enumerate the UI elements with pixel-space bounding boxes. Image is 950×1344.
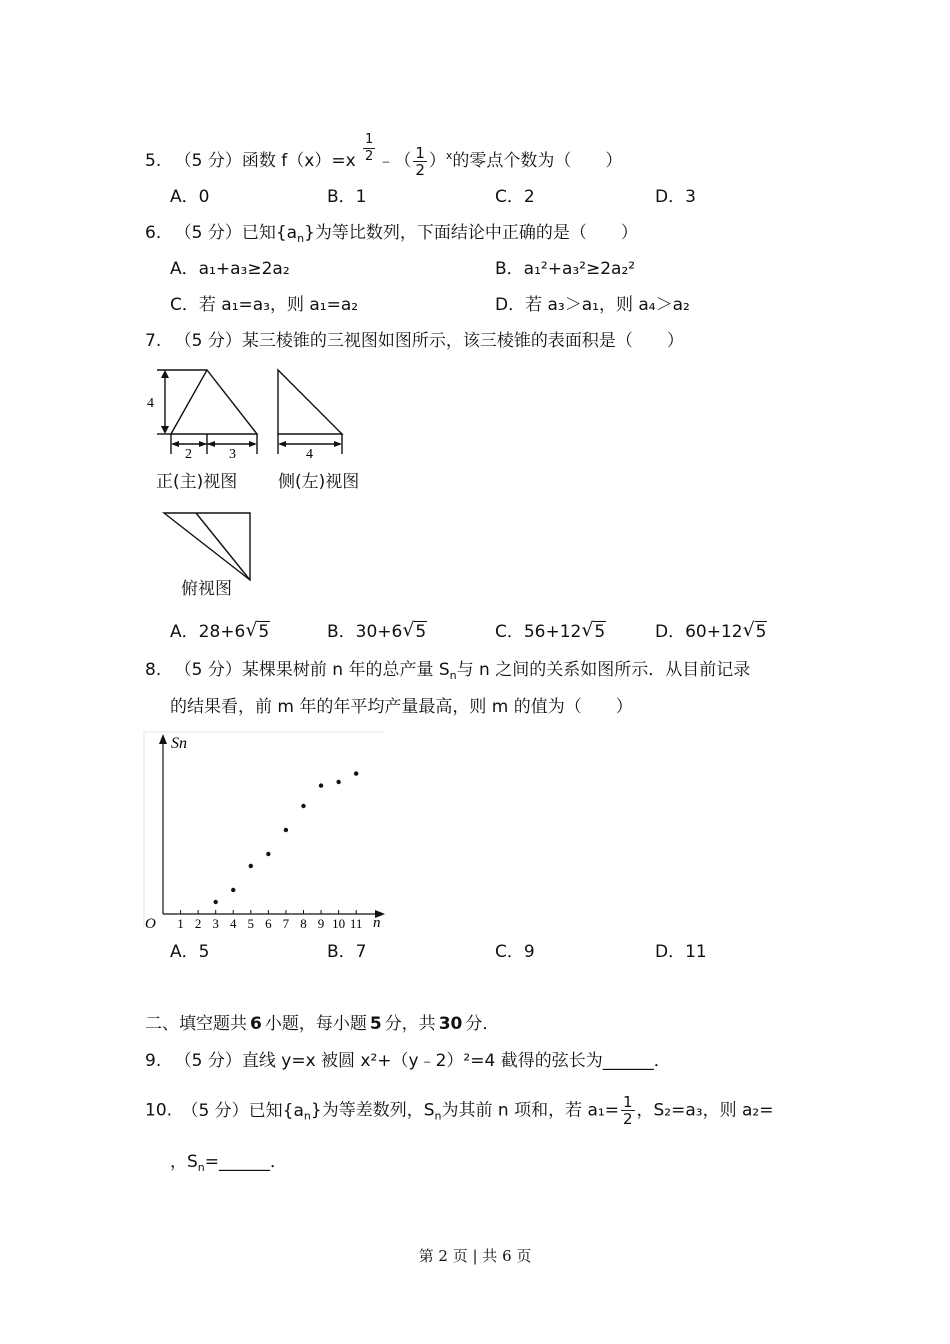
sqrt-symbol: √ 5 bbox=[581, 619, 606, 642]
x-tick-label: 2 bbox=[194, 916, 202, 931]
q6-number: 6. bbox=[145, 223, 162, 243]
side-view-figure bbox=[270, 362, 350, 458]
x-axis-label: n bbox=[373, 915, 381, 931]
data-point bbox=[213, 900, 217, 904]
section-2-heading: 二、填空题共 6 小题，每小题 5 分，共 30 分． bbox=[145, 1014, 500, 1034]
front-view-caption: 正(主)视图 bbox=[156, 472, 238, 492]
q10-text-c: 为其前 n 项和，若 a₁= bbox=[441, 1100, 619, 1121]
x-tick-label: 4 bbox=[229, 916, 237, 931]
q5-score-text: （5 分） bbox=[174, 151, 242, 171]
q8-number: 8. bbox=[145, 660, 162, 680]
q10-sub-n: n bbox=[303, 1109, 311, 1123]
q5-exponent-fraction: $\frac{1}{2}$ bbox=[365, 132, 374, 164]
q5-text-c: 的零点个数为（ ） bbox=[452, 151, 623, 171]
q5-option-a: A．0 bbox=[170, 187, 210, 207]
q7-option-a: A．28+6 √ 5 bbox=[170, 619, 270, 642]
x-tick-label: 11 bbox=[349, 916, 363, 931]
top-view-triangle bbox=[164, 513, 250, 580]
q5-exp-x: x bbox=[445, 149, 453, 162]
front-base-left-label: 2 bbox=[185, 447, 192, 458]
q8-line1-tail: 与 n 之间的关系如图所示．从目前记录 bbox=[456, 660, 751, 680]
q6-text-tail: }为等比数列，下面结论中正确的是（ ） bbox=[304, 223, 638, 243]
q8-option-d: D．11 bbox=[655, 942, 707, 962]
data-point bbox=[249, 864, 253, 868]
q6-option-c: C．若 a₁=a₃，则 a₁=a₂ bbox=[170, 295, 359, 315]
front-view-triangle bbox=[171, 370, 257, 434]
q8-option-c: C．9 bbox=[495, 942, 535, 962]
q10-text-b: }为等差数列，S bbox=[310, 1100, 435, 1121]
x-tick-label: 6 bbox=[265, 916, 272, 931]
q8-option-b: B．7 bbox=[327, 942, 367, 962]
x-tick-label: 3 bbox=[212, 916, 219, 931]
q9-stem bbox=[145, 1049, 671, 1073]
q7-stem bbox=[145, 329, 684, 353]
q6-stem bbox=[145, 221, 638, 251]
side-view-caption: 侧(左)视图 bbox=[278, 472, 360, 492]
x-tick-label: 1 bbox=[177, 916, 184, 931]
side-view-triangle bbox=[278, 370, 342, 434]
data-point bbox=[266, 852, 270, 856]
y-axis-label: Sn bbox=[171, 735, 187, 752]
front-height-label: 4 bbox=[147, 396, 154, 411]
data-point bbox=[231, 888, 235, 892]
q10-stem bbox=[145, 1094, 773, 1129]
q7-text: （5 分）某三棱锥的三视图如图所示，该三棱锥的表面积是（ ） bbox=[174, 331, 684, 351]
q10-stem-line2: ，$S_n=\_\_\_\_\_\_$． bbox=[170, 1152, 288, 1174]
q6-option-d: D．若 a₃＞a₁，则 a₄＞a₂ bbox=[495, 295, 690, 315]
q10-sub-n2: n bbox=[434, 1109, 442, 1123]
q9-text: （5 分）直线 y=x 被圆 x²+（y﹣2）²=4 截得的弦长为______． bbox=[174, 1051, 671, 1071]
q5-text-a: 函数 f（x）=x bbox=[241, 151, 356, 171]
q5-number: 5. bbox=[145, 151, 162, 171]
q6-text: （5 分）已知{a bbox=[174, 223, 298, 243]
q5-option-d: D．3 bbox=[655, 187, 696, 207]
q6-option-a: A．a₁+a₃≥2a₂ bbox=[170, 259, 290, 279]
q7-option-b: B．30+6 √ 5 bbox=[327, 619, 427, 642]
y-axis-arrow bbox=[159, 734, 167, 744]
data-point bbox=[354, 771, 358, 775]
origin-label: O bbox=[145, 916, 156, 932]
front-base-right-label: 3 bbox=[229, 447, 236, 458]
q7-number: 7. bbox=[145, 331, 162, 351]
q8-sub-n: n bbox=[449, 669, 457, 682]
q10-text-d: ，S₂=a₃，则 a₂= bbox=[636, 1100, 774, 1121]
page-footer: 第 2 页 | 共 6 页 bbox=[418, 1247, 532, 1265]
q8-option-a: A．5 bbox=[170, 942, 210, 962]
q7-option-c: C．56+12 √ 5 bbox=[495, 619, 606, 642]
q9-number: 9. bbox=[145, 1051, 162, 1071]
q6-sub-n: n bbox=[297, 232, 305, 245]
data-point bbox=[319, 783, 323, 787]
data-point bbox=[336, 780, 340, 784]
q10-fraction: $\frac{1}{2}$ bbox=[622, 1093, 633, 1128]
x-tick-label: 9 bbox=[317, 916, 325, 931]
q10-number: 10. bbox=[145, 1100, 173, 1121]
sqrt-symbol: √ 5 bbox=[402, 619, 427, 642]
q8-stem-line1 bbox=[145, 658, 750, 688]
x-tick-label: 5 bbox=[247, 916, 255, 931]
front-view-figure bbox=[145, 362, 265, 458]
q5-base-fraction: $\frac{1}{2}$ bbox=[415, 143, 425, 179]
sqrt-symbol: √ 5 bbox=[742, 619, 767, 642]
x-tick-label: 10 bbox=[332, 916, 346, 931]
q5-option-b: B．1 bbox=[327, 187, 367, 207]
x-tick-label: 7 bbox=[282, 916, 290, 931]
q8-stem-line2: 的结果看，前 m 年的年平均产量最高，则 m 的值为（ ） bbox=[170, 697, 633, 717]
data-point bbox=[301, 804, 305, 808]
data-point bbox=[284, 828, 288, 832]
side-base-label: 4 bbox=[306, 447, 313, 458]
q5-option-c: C．2 bbox=[495, 187, 535, 207]
q5-stem bbox=[145, 132, 622, 178]
sqrt-symbol: √ 5 bbox=[245, 619, 270, 642]
q8-line1-text: （5 分）某棵果树前 n 年的总产量 S bbox=[174, 660, 450, 680]
q10-text-a: （5 分）已知{a bbox=[181, 1100, 304, 1121]
q7-option-d: D．60+12 √ 5 bbox=[655, 619, 767, 642]
top-view-figure bbox=[160, 508, 256, 584]
q5-minus: ﹣（ bbox=[377, 151, 412, 171]
q6-option-b: B．a₁²+a₃²≥2a₂² bbox=[495, 259, 636, 279]
x-tick-label: 8 bbox=[300, 916, 307, 931]
q5-text-b: ） bbox=[428, 151, 446, 171]
sn-scatter-chart bbox=[143, 730, 388, 932]
top-view-caption: 俯视图 bbox=[181, 579, 232, 599]
